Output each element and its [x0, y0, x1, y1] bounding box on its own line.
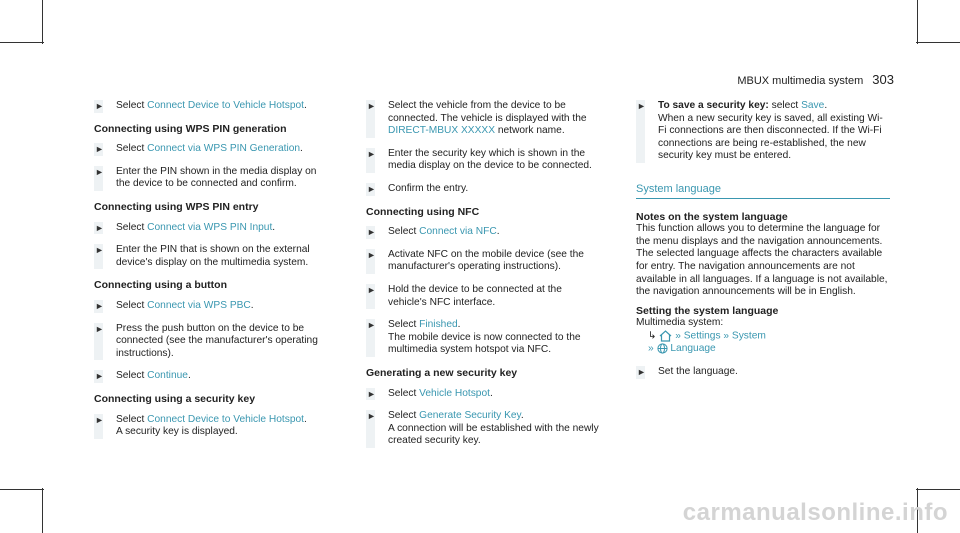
list-item: ► Press the push button on the device to be connected (see the manufacturer's operating instructions). [95, 322, 318, 359]
paragraph: This function allows you to determine the language for the menu displays and the navigation announcements. The selected language affects the characters available for entry. The navigation announcements are not available in all languages. If a language is not available, the navigation announcements will be in English. [636, 223, 888, 298]
list-item: ► Enter the security key which is shown in the media display on the device to be connected. [367, 147, 592, 172]
arrow-icon: ► [367, 388, 376, 399]
crop-mark [916, 489, 960, 490]
column-3 [636, 100, 890, 389]
arrow-icon: ► [367, 249, 376, 260]
link[interactable]: Connect via WPS PBC [147, 299, 251, 311]
arrow-icon: ► [95, 300, 104, 311]
link[interactable]: Connect via NFC [419, 226, 497, 238]
list-item: ► Select Vehicle Hotspot. [367, 387, 493, 399]
arrow-icon: ► [367, 320, 376, 331]
heading: Connecting using NFC [366, 205, 480, 218]
crop-mark [0, 42, 44, 43]
list-item: ► Select Connect Device to Vehicle Hotspot. A security key is displayed. [95, 413, 307, 438]
arrow-icon: ► [95, 323, 104, 334]
link[interactable]: Connect Device to Vehicle Hotspot [147, 413, 305, 425]
breadcrumb-language[interactable]: Language [670, 343, 716, 355]
heading: Connecting using a security key [94, 392, 256, 405]
arrow-icon: ► [367, 101, 376, 111]
crop-mark [42, 0, 43, 44]
watermark: carmanualsonline.info [682, 499, 948, 526]
arrow-icon: ► [637, 366, 646, 377]
heading: Connecting using WPS PIN generation [94, 122, 287, 135]
page-header [737, 72, 894, 87]
list-item: ► Select Continue. [95, 370, 191, 382]
arrow-icon: ► [95, 144, 104, 155]
list-item: ► Set the language. [637, 365, 738, 377]
arrow-icon: ► [367, 148, 376, 159]
arrow-icon: ► [367, 183, 376, 194]
link[interactable]: Save [801, 100, 825, 111]
crop-mark [42, 488, 43, 533]
crop-mark [917, 0, 918, 44]
list-item: ► Select Finished. The mobile device is now connected to the multimedia system hotspot via NFC. [367, 319, 581, 356]
crop-mark [0, 489, 44, 490]
list-item: ► Activate NFC on the mobile device (see the manufacturer's operating instructions). [367, 248, 584, 273]
arrow-icon: ► [95, 414, 104, 425]
header-title: MBUX multimedia system [737, 75, 864, 87]
list-item: ► Select Connect via WPS PIN Input. [95, 221, 276, 233]
arrow-icon: ► [95, 222, 104, 233]
list-item: ► Select Connect Device to Vehicle Hotspot. [95, 100, 307, 111]
link[interactable]: Generate Security Key [419, 410, 521, 422]
column-2 [366, 100, 602, 458]
link[interactable]: Finished [419, 319, 458, 331]
list-item: ► Select Connect via WPS PBC. [95, 299, 254, 311]
section-title: System language [636, 183, 890, 199]
list-item: ► To save a security key: select Save. When a new security key is saved, all existing Wi-Fi connections are then disconnected. If the Wi-Fi connections are being re-established, the new security key must be entered. [637, 100, 883, 162]
list-item: ► Select the vehicle from the device to be connected. The vehicle is displayed with the DIRECT-MBUX XXXXX network name. [367, 100, 587, 137]
list-item: ► Enter the PIN shown in the media display on the device to be connected and confirm. [95, 165, 317, 190]
link[interactable]: Vehicle Hotspot [419, 387, 490, 399]
list-item: ► Confirm the entry. [367, 182, 469, 194]
chevron-icon: » [648, 343, 654, 355]
heading: Notes on the system language [636, 210, 788, 223]
page-number: 303 [872, 72, 894, 87]
arrow-icon: ► [95, 371, 104, 382]
heading: Generating a new security key [366, 366, 518, 379]
heading: Connecting using a button [94, 279, 227, 292]
link[interactable]: Continue [147, 370, 188, 382]
return-arrow-icon: ↳ [648, 330, 657, 342]
column-1 [94, 100, 330, 449]
arrow-icon: ► [367, 284, 376, 295]
crop-mark [916, 42, 960, 43]
list-item: ► Select Connect via WPS PIN Generation. [95, 143, 303, 155]
link[interactable]: Connect Device to Vehicle Hotspot [147, 100, 305, 111]
chevron-icon: » [675, 330, 681, 342]
link[interactable]: Connect via WPS PIN Generation [147, 143, 301, 155]
arrow-icon: ► [367, 411, 376, 422]
breadcrumb-settings[interactable]: Settings [683, 330, 721, 342]
arrow-icon: ► [95, 101, 104, 111]
heading: Connecting using WPS PIN entry [94, 200, 259, 213]
arrow-icon: ► [95, 245, 104, 256]
breadcrumb-system[interactable]: System [731, 330, 766, 342]
list-item: ► Select Generate Security Key. A connection will be established with the newly created security key. [367, 410, 599, 447]
home-icon[interactable] [659, 330, 672, 342]
link[interactable]: DIRECT-MBUX XXXXX [388, 125, 495, 137]
arrow-icon: ► [367, 227, 376, 238]
list-item: ► Select Connect via NFC. [367, 226, 500, 238]
globe-icon [657, 343, 668, 354]
heading: Setting the system language [636, 304, 779, 317]
paragraph: Multimedia system: [636, 317, 724, 329]
list-item: ► Enter the PIN that is shown on the external device's display on the multimedia system. [95, 244, 310, 268]
list-item: ► Hold the device to be connected at the vehicle's NFC interface. [367, 283, 562, 308]
arrow-icon: ► [95, 166, 104, 177]
chevron-icon: » [723, 330, 730, 342]
arrow-icon: ► [637, 101, 646, 111]
breadcrumb [636, 330, 890, 356]
link[interactable]: Connect via WPS PIN Input [147, 221, 273, 233]
